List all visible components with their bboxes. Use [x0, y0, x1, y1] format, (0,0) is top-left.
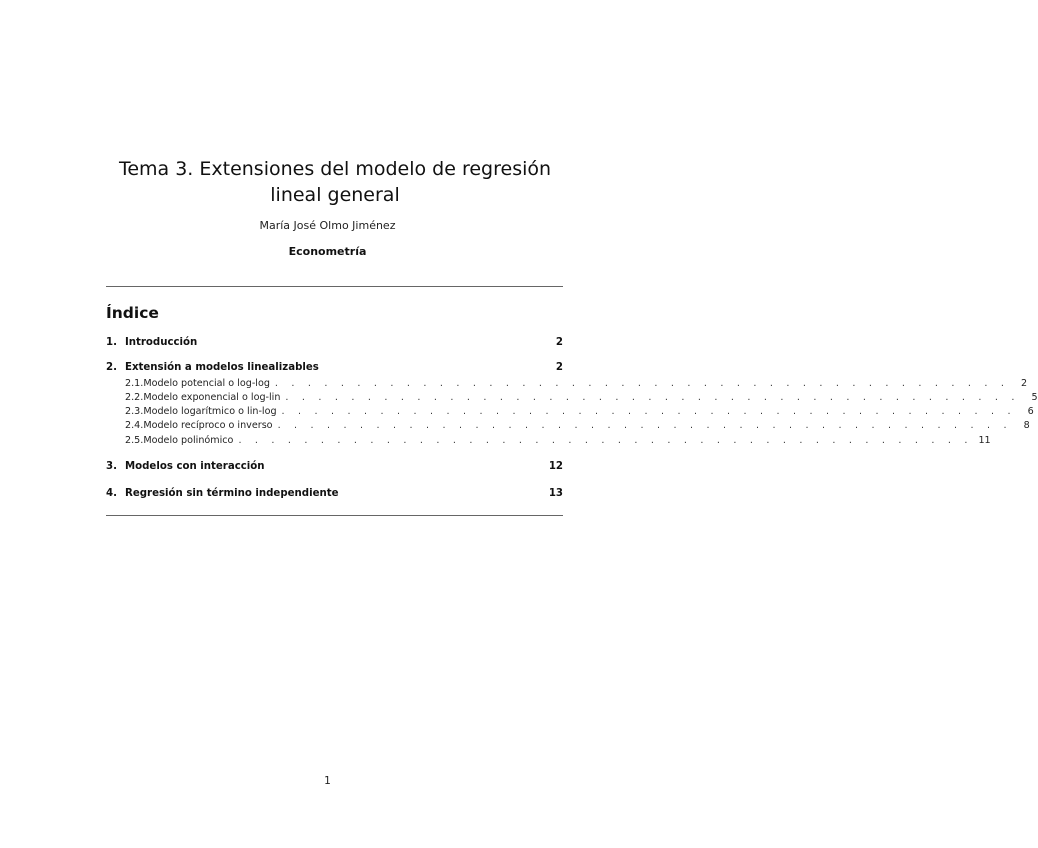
toc-subsection-reciproco[interactable]: [125, 419, 1030, 433]
toc-subsection-logaritmico[interactable]: [125, 405, 1034, 419]
toc-subsection-polinomico[interactable]: [125, 434, 991, 448]
top-divider: [106, 286, 563, 287]
toc-section-introduccion[interactable]: [106, 336, 563, 350]
toc-subsection-label: Modelo logarítmico o lin-log: [143, 406, 277, 417]
toc-section-label: Modelos con interacción: [125, 461, 265, 472]
toc-leader-dots: . . . . . . . . . . . . . . . . . . . . . . . . . . . . . . . . . . . . . . . . . . . . .: [281, 406, 1016, 417]
toc-subsection-page: 6: [1027, 406, 1034, 417]
toc-section-extension[interactable]: [106, 361, 563, 375]
toc-leader-dots: . . . . . . . . . . . . . . . . . . . . . . . . . . . . . . . . . . . . . . . . . . . . .: [274, 378, 1010, 389]
toc-section-label: Regresión sin término independiente: [125, 488, 339, 499]
toc-leader-dots: . . . . . . . . . . . . . . . . . . . . . . . . . . . . . . . . . . . . . . . . . . . . .: [285, 392, 1020, 403]
toc-section-number: 1.: [106, 337, 117, 348]
toc-section-sin-termino[interactable]: [106, 487, 563, 501]
toc-section-page: 12: [548, 461, 563, 472]
toc-subsection-label: Modelo exponencial o log-lin: [143, 392, 281, 403]
toc-subsection-label: Modelo polinómico: [143, 435, 234, 446]
toc-leader-dots: . . . . . . . . . . . . . . . . . . . . . . . . . . . . . . . . . . . . . . . . . . . . .: [277, 420, 1012, 431]
toc-section-interaccion[interactable]: [106, 460, 563, 474]
toc-heading: Índice: [106, 304, 159, 322]
course-name: Econometría: [288, 245, 367, 258]
toc-subsection-number: 2.3.: [125, 406, 144, 417]
toc-subsection-label: Modelo potencial o log-log: [143, 378, 270, 389]
toc-subsection-potencial[interactable]: [125, 377, 1028, 391]
toc-section-label: Introducción: [125, 337, 198, 348]
author-name: María José Olmo Jiménez: [259, 219, 396, 232]
toc-subsection-number: 2.1.: [125, 378, 144, 389]
toc-section-number: 2.: [106, 362, 117, 373]
toc-subsection-page: 8: [1023, 420, 1030, 431]
toc-section-page: 2: [555, 362, 563, 373]
toc-subsection-number: 2.4.: [125, 420, 144, 431]
toc-leader-dots: . . . . . . . . . . . . . . . . . . . . . . . . . . . . . . . . . . . . . . . . . . . . .: [238, 435, 973, 446]
toc-section-number: 4.: [106, 488, 117, 499]
toc-section-page: 13: [548, 488, 563, 499]
bottom-divider: [106, 515, 563, 516]
toc-section-number: 3.: [106, 461, 117, 472]
toc-section-page: 2: [555, 337, 563, 348]
page-number: 1: [324, 775, 331, 787]
toc-subsection-page: 11: [978, 435, 991, 446]
toc-subsection-label: Modelo recíproco o inverso: [143, 420, 273, 431]
toc-subsection-page: 5: [1031, 392, 1038, 403]
document-title: Tema 3. Extensiones del modelo de regresión lineal general: [118, 158, 552, 206]
toc-subsection-number: 2.2.: [125, 392, 144, 403]
toc-section-label: Extensión a modelos linealizables: [125, 362, 319, 373]
toc-subsection-page: 2: [1021, 378, 1028, 389]
toc-subsection-number: 2.5.: [125, 435, 144, 446]
toc-subsection-exponencial[interactable]: [125, 391, 1038, 405]
